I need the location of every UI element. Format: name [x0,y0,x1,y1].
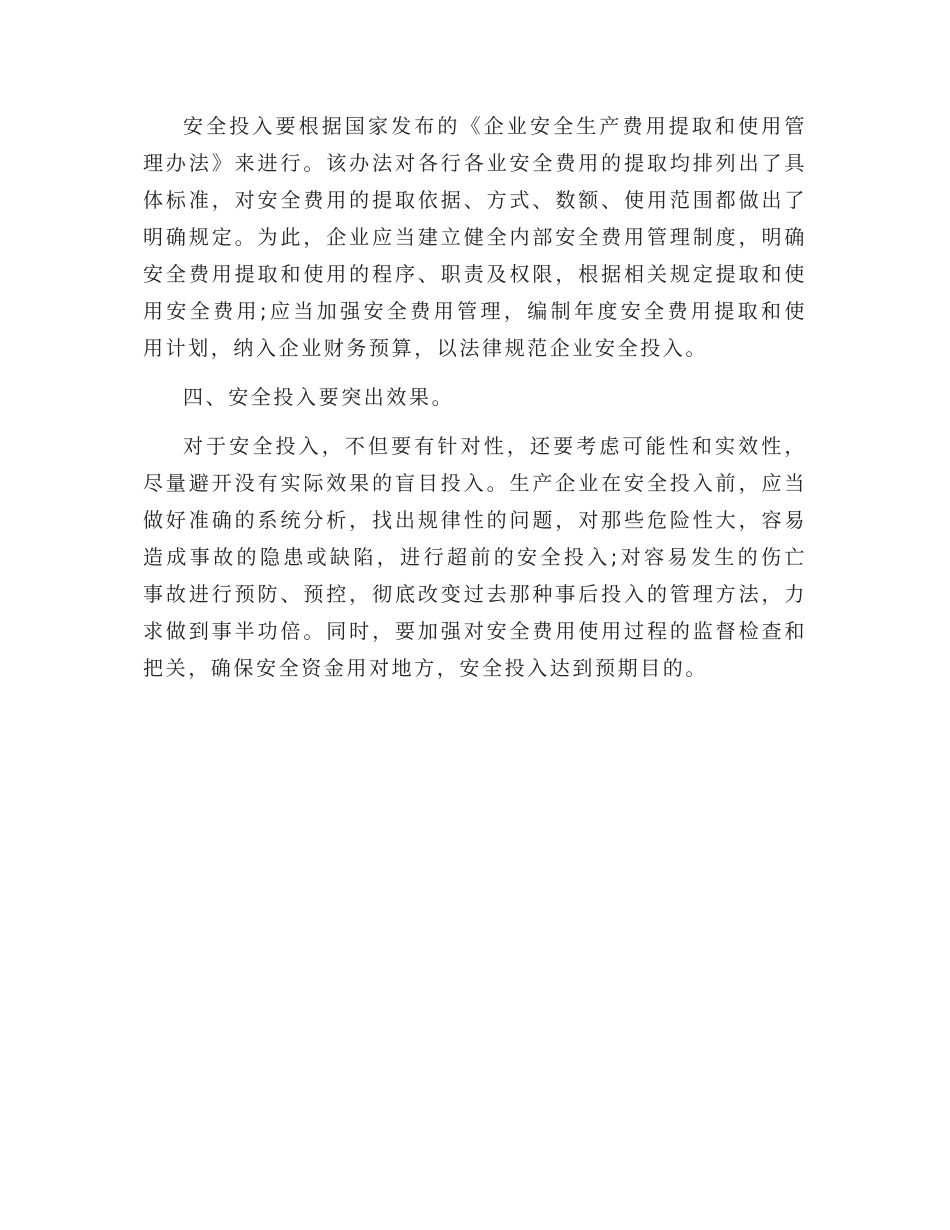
paragraph-investment-effect: 对于安全投入，不但要有针对性，还要考虑可能性和实效性，尽量避开没有实际效果的盲目投入。生产企业在安全投入前，应当做好准确的系统分析，找出规律性的问题，对那些危险性大，容易造成事故的隐患或缺陷，进行超前的安全投入;对容易发生的伤亡事故进行预防、预控，彻底改变过去那种事后投入的管理方法，力求做到事半功倍。同时，要加强对安全费用使用过程的监督检查和把关，确保安全资金用对地方，安全投入达到预期目的。 [143,434,807,680]
section-heading-four: 四、安全投入要突出效果。 [183,385,455,409]
document-body [143,108,807,699]
paragraph-safety-fund-regulation: 安全投入要根据国家发布的《企业安全生产费用提取和使用管理办法》来进行。该办法对各行各业安全费用的提取均排列出了具体标准，对安全费用的提取依据、方式、数额、使用范围都做出了明确规定。为此，企业应当建立健全内部安全费用管理制度，明确安全费用提取和使用的程序、职责及权限，根据相关规定提取和使用安全费用;应当加强安全费用管理，编制年度安全费用提取和使用计划，纳入企业财务预算，以法律规范企业安全投入。 [143,114,807,360]
